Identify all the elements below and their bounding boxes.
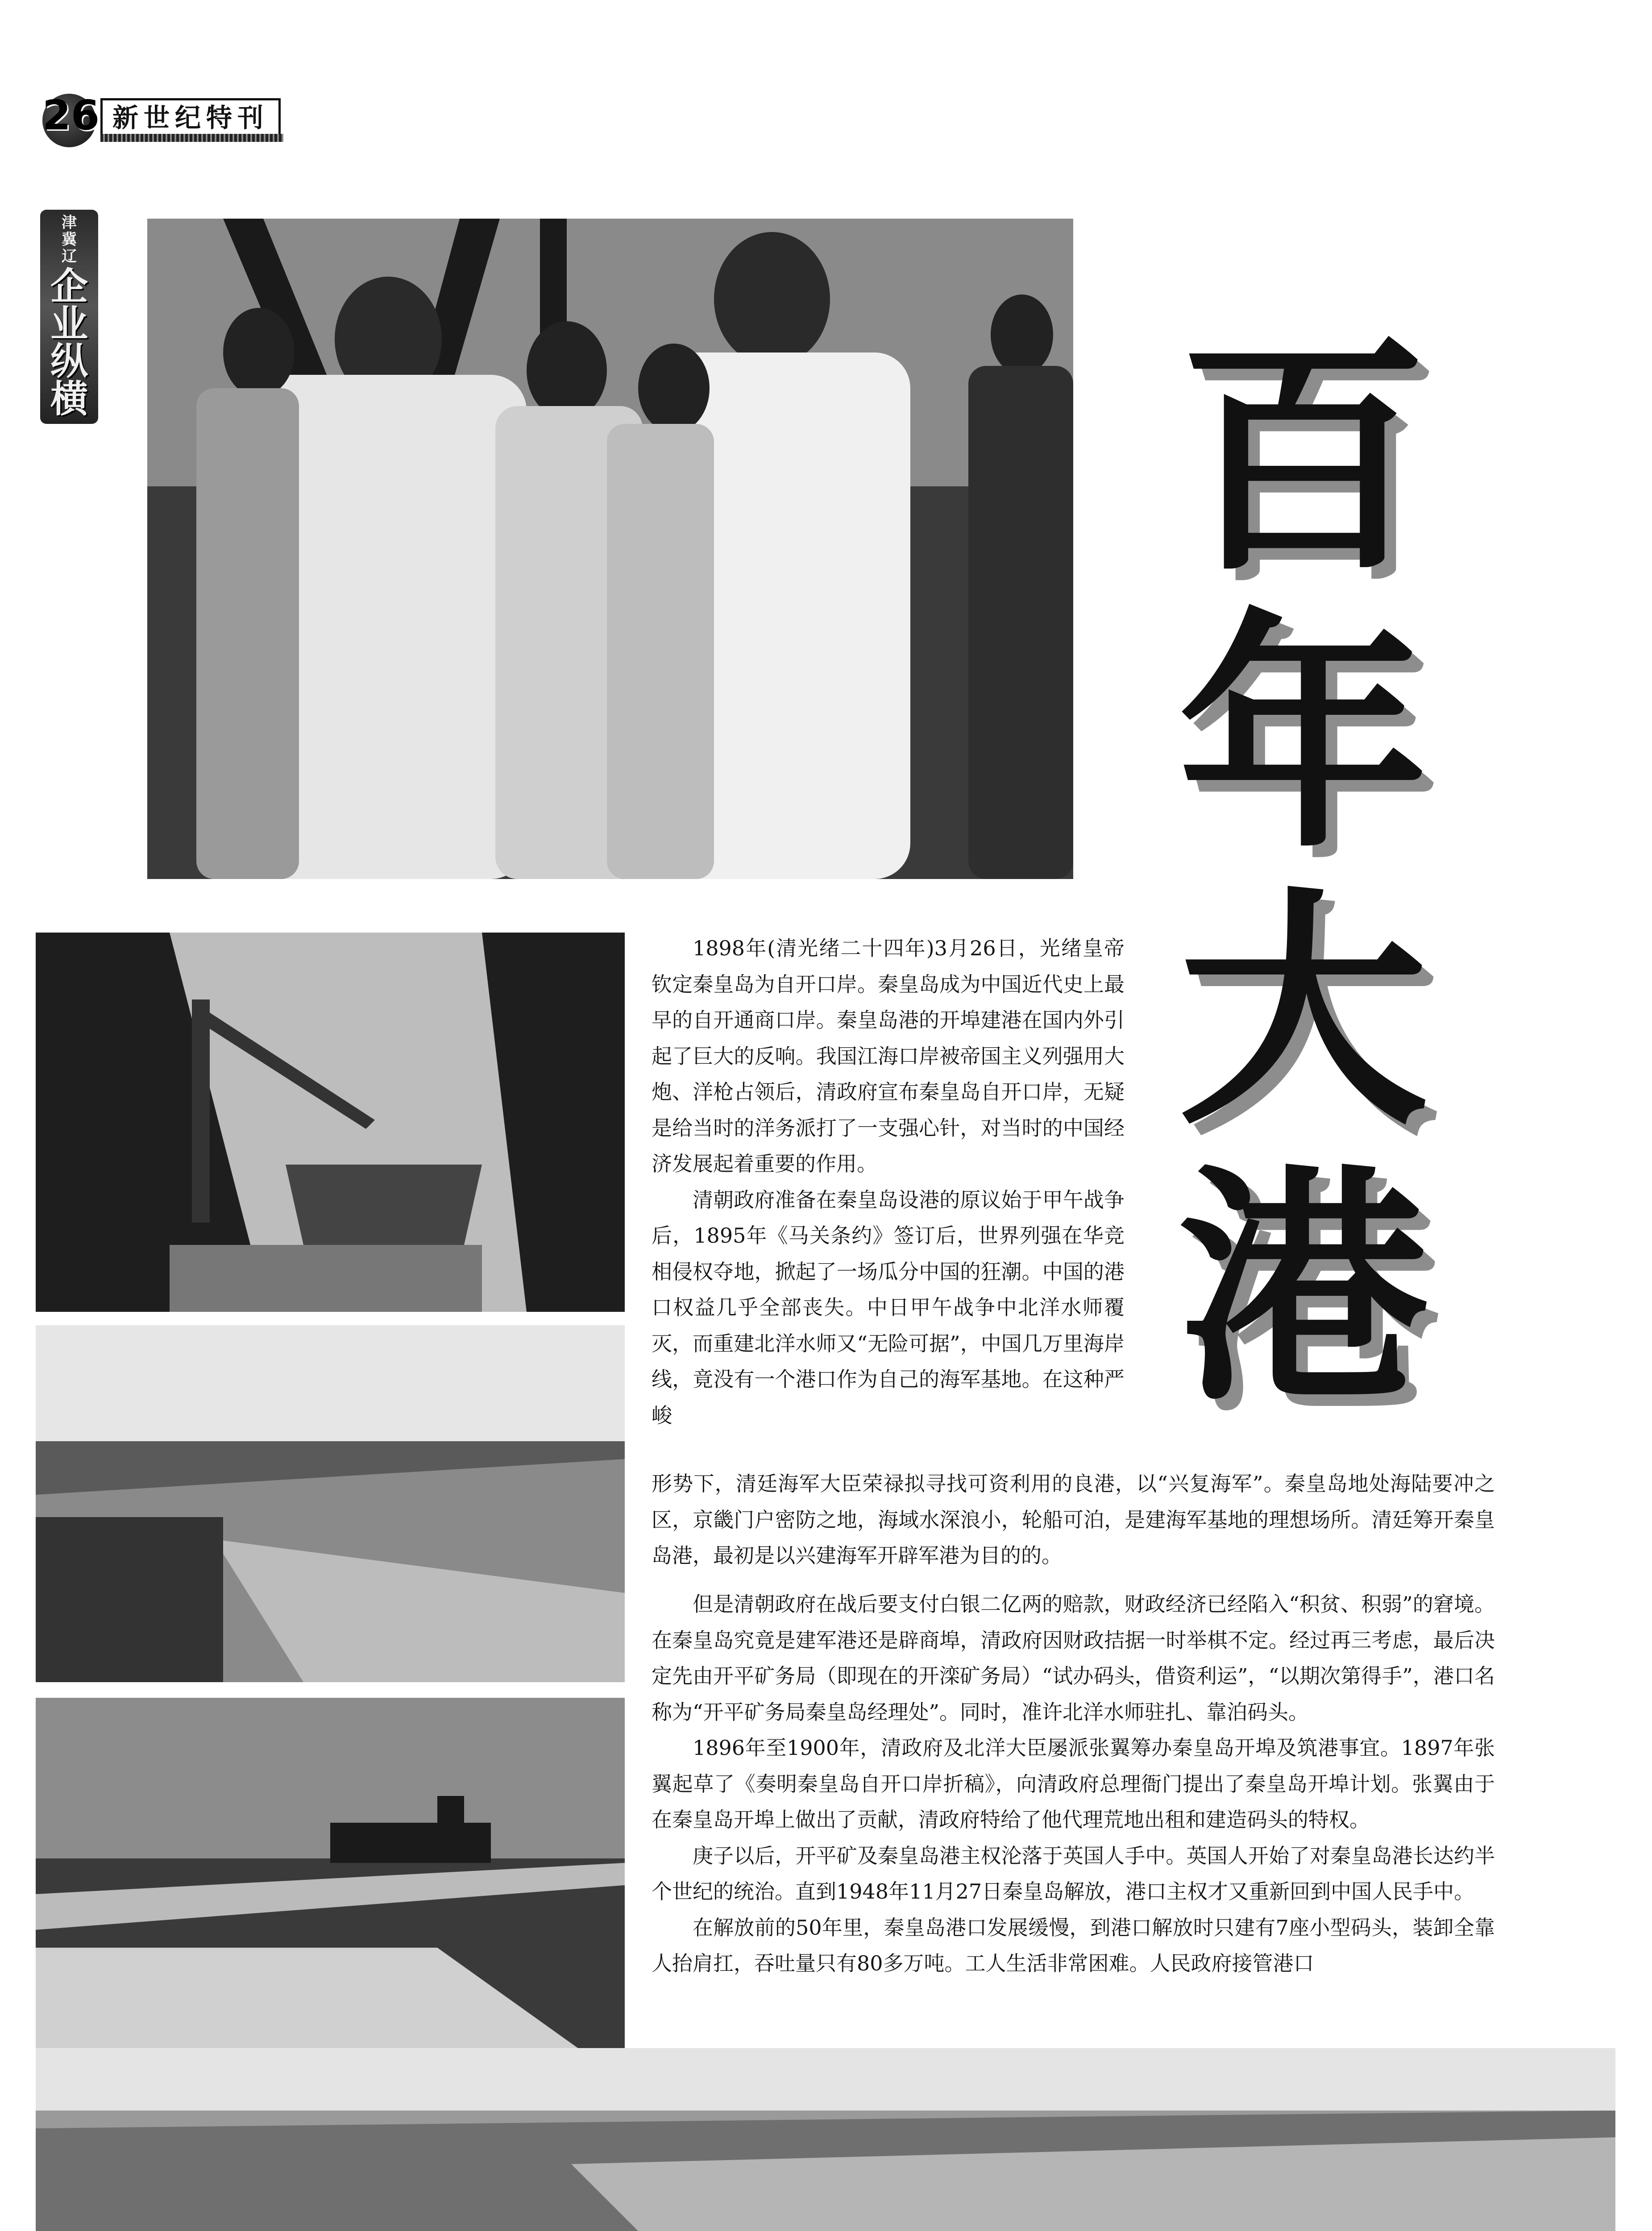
article-paragraph: 在解放前的50年里，秦皇岛港口发展缓慢，到港口解放时只建有7座小型码头，装卸全靠人抬肩扛，吞吐量只有80多万吨。工人生活非常困难。人民政府接管港口 — [652, 1915, 1495, 1975]
page-number: 26 — [42, 91, 100, 139]
photo-harbour-overview — [36, 1325, 625, 1682]
section-label: 新世纪特刊 — [100, 98, 281, 136]
header-rule — [100, 134, 283, 142]
title-char-3: 大 — [1178, 867, 1428, 1158]
photo-officials-inspection — [147, 219, 1073, 879]
article-paragraph: 庚子以后，开平矿及秦皇岛港主权沦落于英国人手中。英国人开始了对秦皇岛港长达约半个世纪的统治。直到1948年11月27日秦皇岛解放，港口主权才又重新回到中国人民手中。 — [652, 1843, 1495, 1903]
article-paragraph: 1898年(清光绪二十四年)3月26日，光绪皇帝钦定秦皇岛为自开口岸。秦皇岛成为中国近代史上最早的自开通商口岸。秦皇岛港的开埠建港在国内外引起了巨大的反响。我国江海口岸被帝国主义列强用大炮、洋枪占领后，清政府宣布秦皇岛自开口岸，无疑是给当时的洋务派打了一支强心针，对当时的中国经济发展起着重要的作用。 — [652, 936, 1125, 1176]
article-column-a — [652, 930, 1125, 1433]
column-tag-title: 企 业 纵 横 — [50, 264, 88, 421]
photo-pier-tanker — [36, 1698, 625, 2082]
article-paragraph-continuation: 形势下，清廷海军大臣荣禄拟寻找可资利用的良港，以“兴复海军”。秦皇岛地处海陆要冲之区，京畿门户密防之地，海域水深浪小，轮船可泊，是建海军基地的理想场所。清廷筹开秦皇岛港，最初是以兴建海军开辟军港为目的的。 — [652, 1472, 1495, 1568]
article-column-c — [652, 1586, 1495, 1982]
title-char-2: 年 — [1178, 591, 1428, 882]
title-char-1: 百 — [1178, 314, 1428, 605]
article-paragraph: 1896年至1900年，清政府及北洋大臣屡派张翼筹办秦皇岛开埠及筑港事宜。1897年张翼起草了《奏明秦皇岛自开口岸折稿》，向清政府总理衙门提出了秦皇岛开埠计划。张翼由于在秦皇岛开埠上做出了贡献，清政府特给了他代理荒地出租和建造码头的特权。 — [652, 1736, 1495, 1832]
article-paragraph: 但是清朝政府在战后要支付白银二亿两的赔款，财政经济已经陷入“积贫、积弱”的窘境。在秦皇岛究竟是建军港还是辟商埠，清政府因财政拮据一时举棋不定。经过再三考虑，最后决定先由开平矿务局（即现在的开滦矿务局）“试办码头，借资利运”，“以期次第得手”，港口名称为“开平矿务局秦皇岛经理处”。同时，准许北洋水师驻扎、靠泊码头。 — [652, 1592, 1495, 1724]
article-paragraph: 清朝政府准备在秦皇岛设港的原议始于甲午战争后，1895年《马关条约》签订后，世界列强在华竞相侵权夺地，掀起了一场瓜分中国的狂潮。中国的港口权益几乎全部丧失。中日甲午战争中北洋水师覆灭，而重建北洋水师又“无险可据”，中国几万里海岸线，竟没有一个港口作为自己的海军基地。在这种严峻 — [652, 1187, 1125, 1427]
photo-ship-loader — [36, 933, 625, 1312]
title-char-4: 港 — [1178, 1144, 1428, 1435]
photo-bottom-strip — [36, 2048, 1615, 2231]
article-column-b — [652, 1466, 1495, 1574]
column-tag-region: 津 冀 辽 — [62, 214, 77, 265]
